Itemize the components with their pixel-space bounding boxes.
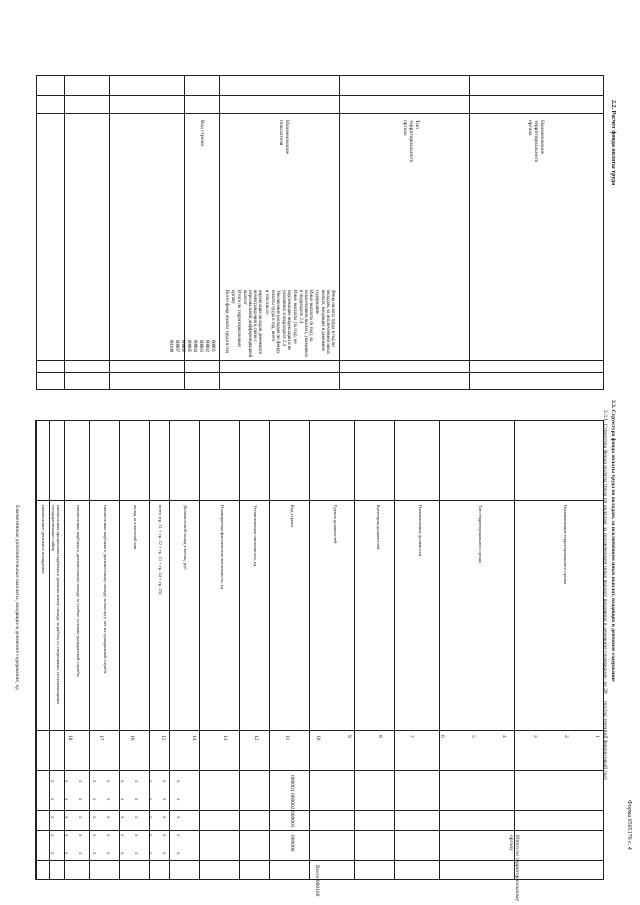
x-mark: x (147, 834, 152, 837)
hdr-23-c5: Группа должностей (333, 505, 338, 544)
x-mark: x (147, 798, 152, 801)
row-22-label: Фонд оплаты труда в год по окладам, за исключением иных выплат, входящих в денежное содержание (314, 290, 335, 355)
x-mark: x (49, 780, 54, 783)
row-22-label: Иные выплаты (в год), за исключением выплат, указанных в подразделе 2.4 (297, 290, 314, 358)
x-mark: x (119, 834, 124, 837)
x-mark: x (91, 834, 96, 837)
x-mark: x (63, 834, 68, 837)
x-mark: x (63, 816, 68, 819)
row-22-code: 00100 (168, 340, 173, 352)
col-number-23: 14 (191, 735, 197, 741)
hdr-22-col2: Тип территориального органа (401, 120, 420, 163)
row-23-total-code: 009000 (289, 835, 295, 852)
table-23-frame (36, 420, 604, 880)
row-23-code: 000002 (289, 793, 295, 810)
x-mark: x (105, 834, 110, 837)
row-22-label: Увеличение расходов по фонду оплаты труда в год, всего (269, 290, 280, 354)
x-mark: x (133, 834, 138, 837)
hdr-22-col4: Код строки (199, 120, 205, 147)
row-22-label: Всего фонд оплаты труда в год (224, 290, 230, 353)
row-22-label: в том числе: (263, 290, 269, 316)
x-mark: x (105, 816, 110, 819)
x-mark: x (133, 816, 138, 819)
x-mark: x (91, 816, 96, 819)
section-23-title: 2.3. Структура фонда оплаты труда по окладам, за исключением иных выплат, входящих в денежное содержание (610, 400, 616, 682)
x-mark: x (133, 798, 138, 801)
x-mark: x (49, 834, 54, 837)
x-mark: x (77, 834, 82, 837)
col-number-23: 12 (253, 735, 259, 741)
x-mark: x (63, 780, 68, 783)
x-mark: x (147, 816, 152, 819)
x-mark: x (161, 816, 166, 819)
row-23-code: 000003 (289, 811, 295, 828)
row-22-label: индексация окладов денежного вознаграждения в связи с персональной дифференциацией выплат (241, 290, 263, 358)
row-22-code: 00004 (192, 340, 197, 352)
row-22-code: 00006 (180, 340, 185, 352)
x-mark: x (161, 798, 166, 801)
x-mark: x (119, 780, 124, 783)
hdr-23-c10: всего (гр. 11 + гр. 12 + гр. 13 + гр. 14 + гр. 15) (158, 505, 163, 595)
form-code: Форма 0505176 с. 4 (626, 800, 632, 850)
x-mark: x (63, 852, 68, 855)
rows-22-codes (167, 340, 215, 352)
col-number-23: 6 (439, 735, 445, 738)
x-mark: x (49, 816, 54, 819)
hdr-23-c13: ежемесячная надбавка к должностному окладу за особые условия гражданской службы (76, 505, 81, 677)
row-22-label: Итого по территориальному органу (230, 290, 241, 348)
x-mark: x (77, 816, 82, 819)
section-23-subtitle: 2.3.1. Структура фонда оплаты труда по окладам, за исключением иных выплат, входящих в денежное содержание, на 20__ год (на текущий финансовый год) (602, 410, 608, 780)
x-mark: x (49, 852, 54, 855)
col-number-23: 10 (315, 735, 321, 741)
col-number-23: 17 (98, 735, 104, 741)
hdr-23-c7: Установленная численность, ед (253, 505, 258, 567)
x-mark: x (175, 780, 180, 783)
x-mark: x (119, 852, 124, 855)
hdr-23-c3: Наименование должности (418, 505, 423, 557)
col-number-23: 11 (284, 735, 290, 741)
hdr-23-c15: ежемесячное денежное поощрение (41, 505, 46, 574)
col-number-23: 15 (160, 735, 166, 741)
row-22-code: 00002 (204, 340, 209, 352)
row-22-label: Иные выплаты (за год), не подлежащие индексации и не указанные в подразделе 2.4 (281, 290, 297, 351)
col-number-23: 3 (532, 735, 538, 738)
col-number-23: 9 (346, 735, 352, 738)
x-mark: x (161, 852, 166, 855)
row-22-code: 00007 (174, 340, 179, 352)
col-number-23: 7 (408, 735, 414, 738)
row-23-code: 000001 (289, 775, 295, 792)
x-mark: x (147, 780, 152, 783)
row-22-code: 00003 (198, 340, 203, 352)
x-mark: x (175, 834, 180, 837)
x-mark: x (105, 852, 110, 855)
x-mark: x (91, 852, 96, 855)
x-mark: x (91, 798, 96, 801)
col-number-23: 16 (129, 735, 135, 741)
x-mark: x (133, 780, 138, 783)
hdr-23-c14: ежемесячная процентная надбавка к должностному окладу за работу со сведениями, составляющими государственную тайну (51, 505, 61, 704)
col-number-23: 1 (594, 735, 600, 738)
hdr-23-c1: Наименование территориального органа (563, 505, 568, 585)
row-23-total-label: Итого по территориальному органу (507, 835, 520, 901)
col-number-23: 2 (563, 735, 569, 738)
x-mark: x (147, 852, 152, 855)
x-mark: x (91, 780, 96, 783)
hdr-23-c2: Тип территориального органа (478, 505, 483, 564)
hdr-23-group-main: Ежемесячные дополнительные выплаты, входящие в денежное содержание, ед (14, 505, 20, 690)
x-mark: x (105, 780, 110, 783)
hdr-23-c11: оклад за классный чин (133, 505, 138, 550)
col-number-23: 4 (501, 735, 507, 738)
hdr-22-col1: Наименование территориального органа (526, 120, 545, 163)
col-number-23: 18 (67, 735, 73, 741)
x-mark: x (161, 834, 166, 837)
x-mark: x (77, 780, 82, 783)
x-mark: x (77, 852, 82, 855)
hdr-22-col3: Наименование показателя (277, 120, 290, 155)
hdr-23-c9: Должностной оклад в месяц, руб (183, 505, 188, 570)
rows-22-block (223, 290, 335, 360)
x-mark: x (175, 816, 180, 819)
col-number-23: 5 (470, 735, 476, 738)
col-number-23: 13 (222, 735, 228, 741)
row-23-grand-label: Всего 000100 (314, 865, 320, 897)
hdr-23-c6: Код строки (290, 505, 295, 527)
row-22-code: 00001 (210, 340, 215, 352)
x-mark: x (105, 798, 110, 801)
x-mark: x (161, 780, 166, 783)
x-mark: x (175, 798, 180, 801)
hdr-23-c12: ежемесячная надбавка к должностному окладу за выслугу лет на гражданской службе (103, 505, 108, 674)
hdr-23-c8: Планируемая фактическая численность, ед (220, 505, 225, 590)
x-mark: x (119, 798, 124, 801)
x-mark: x (175, 852, 180, 855)
x-mark: x (119, 816, 124, 819)
hdr-23-c4: Категория должностей (376, 505, 381, 550)
x-mark: x (49, 798, 54, 801)
x-mark: x (77, 798, 82, 801)
x-mark: x (133, 852, 138, 855)
row-22-code: 00005 (186, 340, 191, 352)
section-22-title: 2.2. Расчет фонда оплаты труда (610, 100, 616, 186)
x-mark: x (63, 798, 68, 801)
col-number-23: 8 (377, 735, 383, 738)
